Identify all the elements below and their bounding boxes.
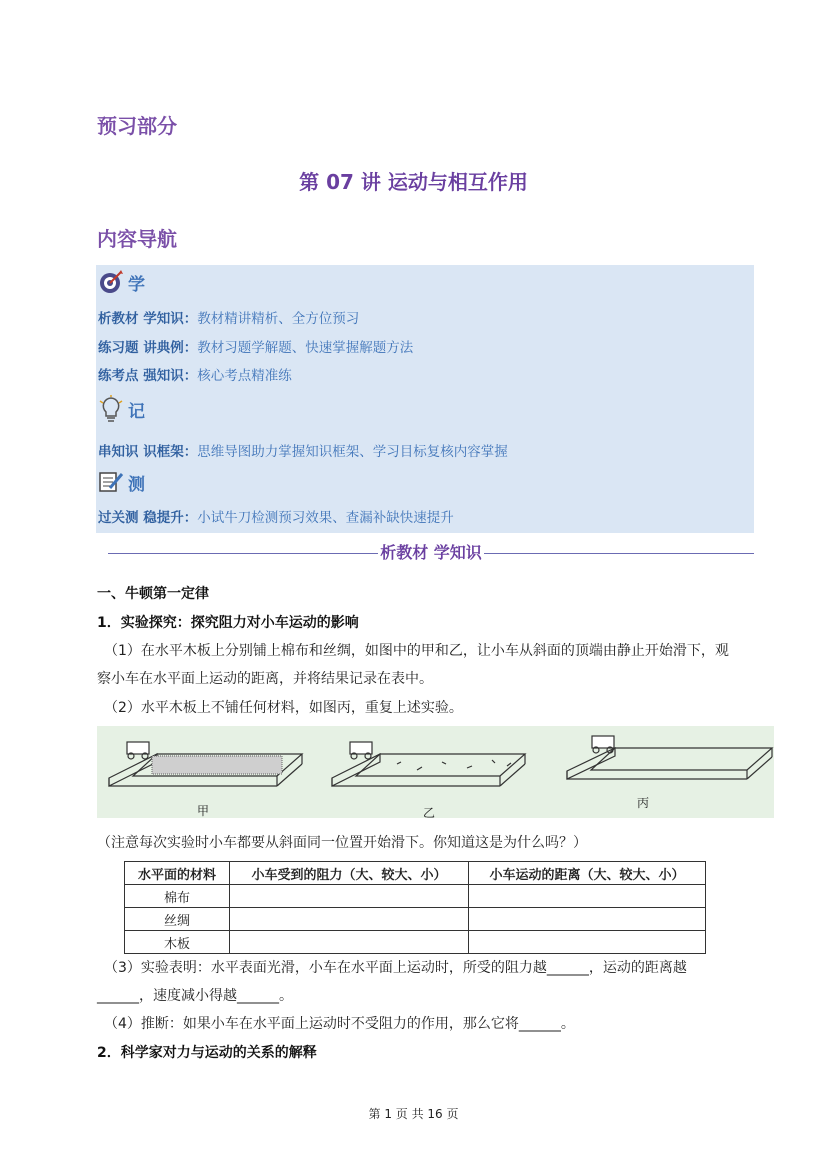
- section-divider: [108, 543, 754, 563]
- table-row: [125, 885, 706, 908]
- nav-category-label: 记: [128, 401, 145, 422]
- item-title: 1．实验探究：探究阻力对小车运动的影响: [97, 615, 359, 631]
- nav-category-label: 测: [128, 474, 145, 495]
- page-footer: 第 1 页 共 16 页: [368, 1107, 459, 1121]
- section-title: 一、牛顿第一定律: [97, 586, 209, 602]
- experiment-figure: [97, 726, 774, 818]
- table-cell: [469, 931, 706, 954]
- nav-item: 练考点 强知识：核心考点精准练: [98, 368, 292, 384]
- item-title: 2．科学家对力与运动的关系的解释: [97, 1045, 317, 1061]
- nav-category-learn: [98, 268, 145, 296]
- figure-label-bing: 丙: [637, 796, 650, 810]
- nav-category-label: 学: [128, 274, 145, 295]
- page-title: 第 07 讲 运动与相互作用: [299, 170, 528, 194]
- table-header: 水平面的材料: [125, 862, 230, 885]
- divider-label: 析教材 学知识: [380, 543, 482, 562]
- nav-heading: 内容导航: [97, 227, 177, 251]
- paragraph: （2）水平木板上不铺任何材料，如图丙，重复上述实验。: [104, 700, 463, 716]
- paragraph: （1）在水平木板上分别铺上棉布和丝绸，如图中的甲和乙，让小车从斜面的顶端由静止开始滑下，观: [104, 643, 729, 659]
- table-cell: 木板: [125, 931, 230, 954]
- note: （注意每次实验时小车都要从斜面同一位置开始滑下。你知道这是为什么吗？）: [97, 835, 587, 851]
- experiment-table: [124, 861, 706, 954]
- nav-item: 析教材 学知识：教材精讲精析、全方位预习: [98, 311, 360, 327]
- table-cell: [469, 908, 706, 931]
- paragraph: ______，速度减小得越______。: [97, 988, 293, 1004]
- table-cell: [230, 931, 469, 954]
- table-row: [125, 908, 706, 931]
- nav-item: 串知识 识框架：思维导图助力掌握知识框架、学习目标复核内容掌握: [98, 444, 508, 460]
- table-cell: [469, 885, 706, 908]
- content-navigation-box: [96, 265, 754, 533]
- nav-item: 练习题 讲典例：教材习题学解题、快速掌握解题方法: [98, 340, 414, 356]
- table-header: 小车受到的阻力（大、较大、小）: [230, 862, 469, 885]
- lightbulb-icon: [98, 395, 124, 423]
- nav-item: 过关测 稳提升：小试牛刀检测预习效果、查漏补缺快速提升: [98, 510, 454, 526]
- table-row: [125, 931, 706, 954]
- figure-label-jia: 甲: [197, 804, 210, 818]
- paragraph: （4）推断：如果小车在水平面上运动时不受阻力的作用，那么它将______。: [104, 1016, 575, 1032]
- table-header-row: [125, 862, 706, 885]
- table-cell: [230, 885, 469, 908]
- target-disc-icon: [98, 269, 124, 295]
- paragraph: 察小车在水平面上运动的距离，并将结果记录在表中。: [97, 671, 433, 687]
- table-cell: 丝绸: [125, 908, 230, 931]
- table-cell: 棉布: [125, 885, 230, 908]
- section-heading: 预习部分: [97, 114, 177, 138]
- nav-category-remember: [98, 395, 145, 423]
- notepad-pencil-icon: [98, 470, 124, 494]
- nav-category-test: [98, 468, 145, 496]
- figure-label-yi: 乙: [423, 806, 436, 820]
- paragraph: （3）实验表明：水平表面光滑，小车在水平面上运动时，所受的阻力越______，运动的距离越: [104, 960, 687, 976]
- table-header: 小车运动的距离（大、较大、小）: [469, 862, 706, 885]
- table-cell: [230, 908, 469, 931]
